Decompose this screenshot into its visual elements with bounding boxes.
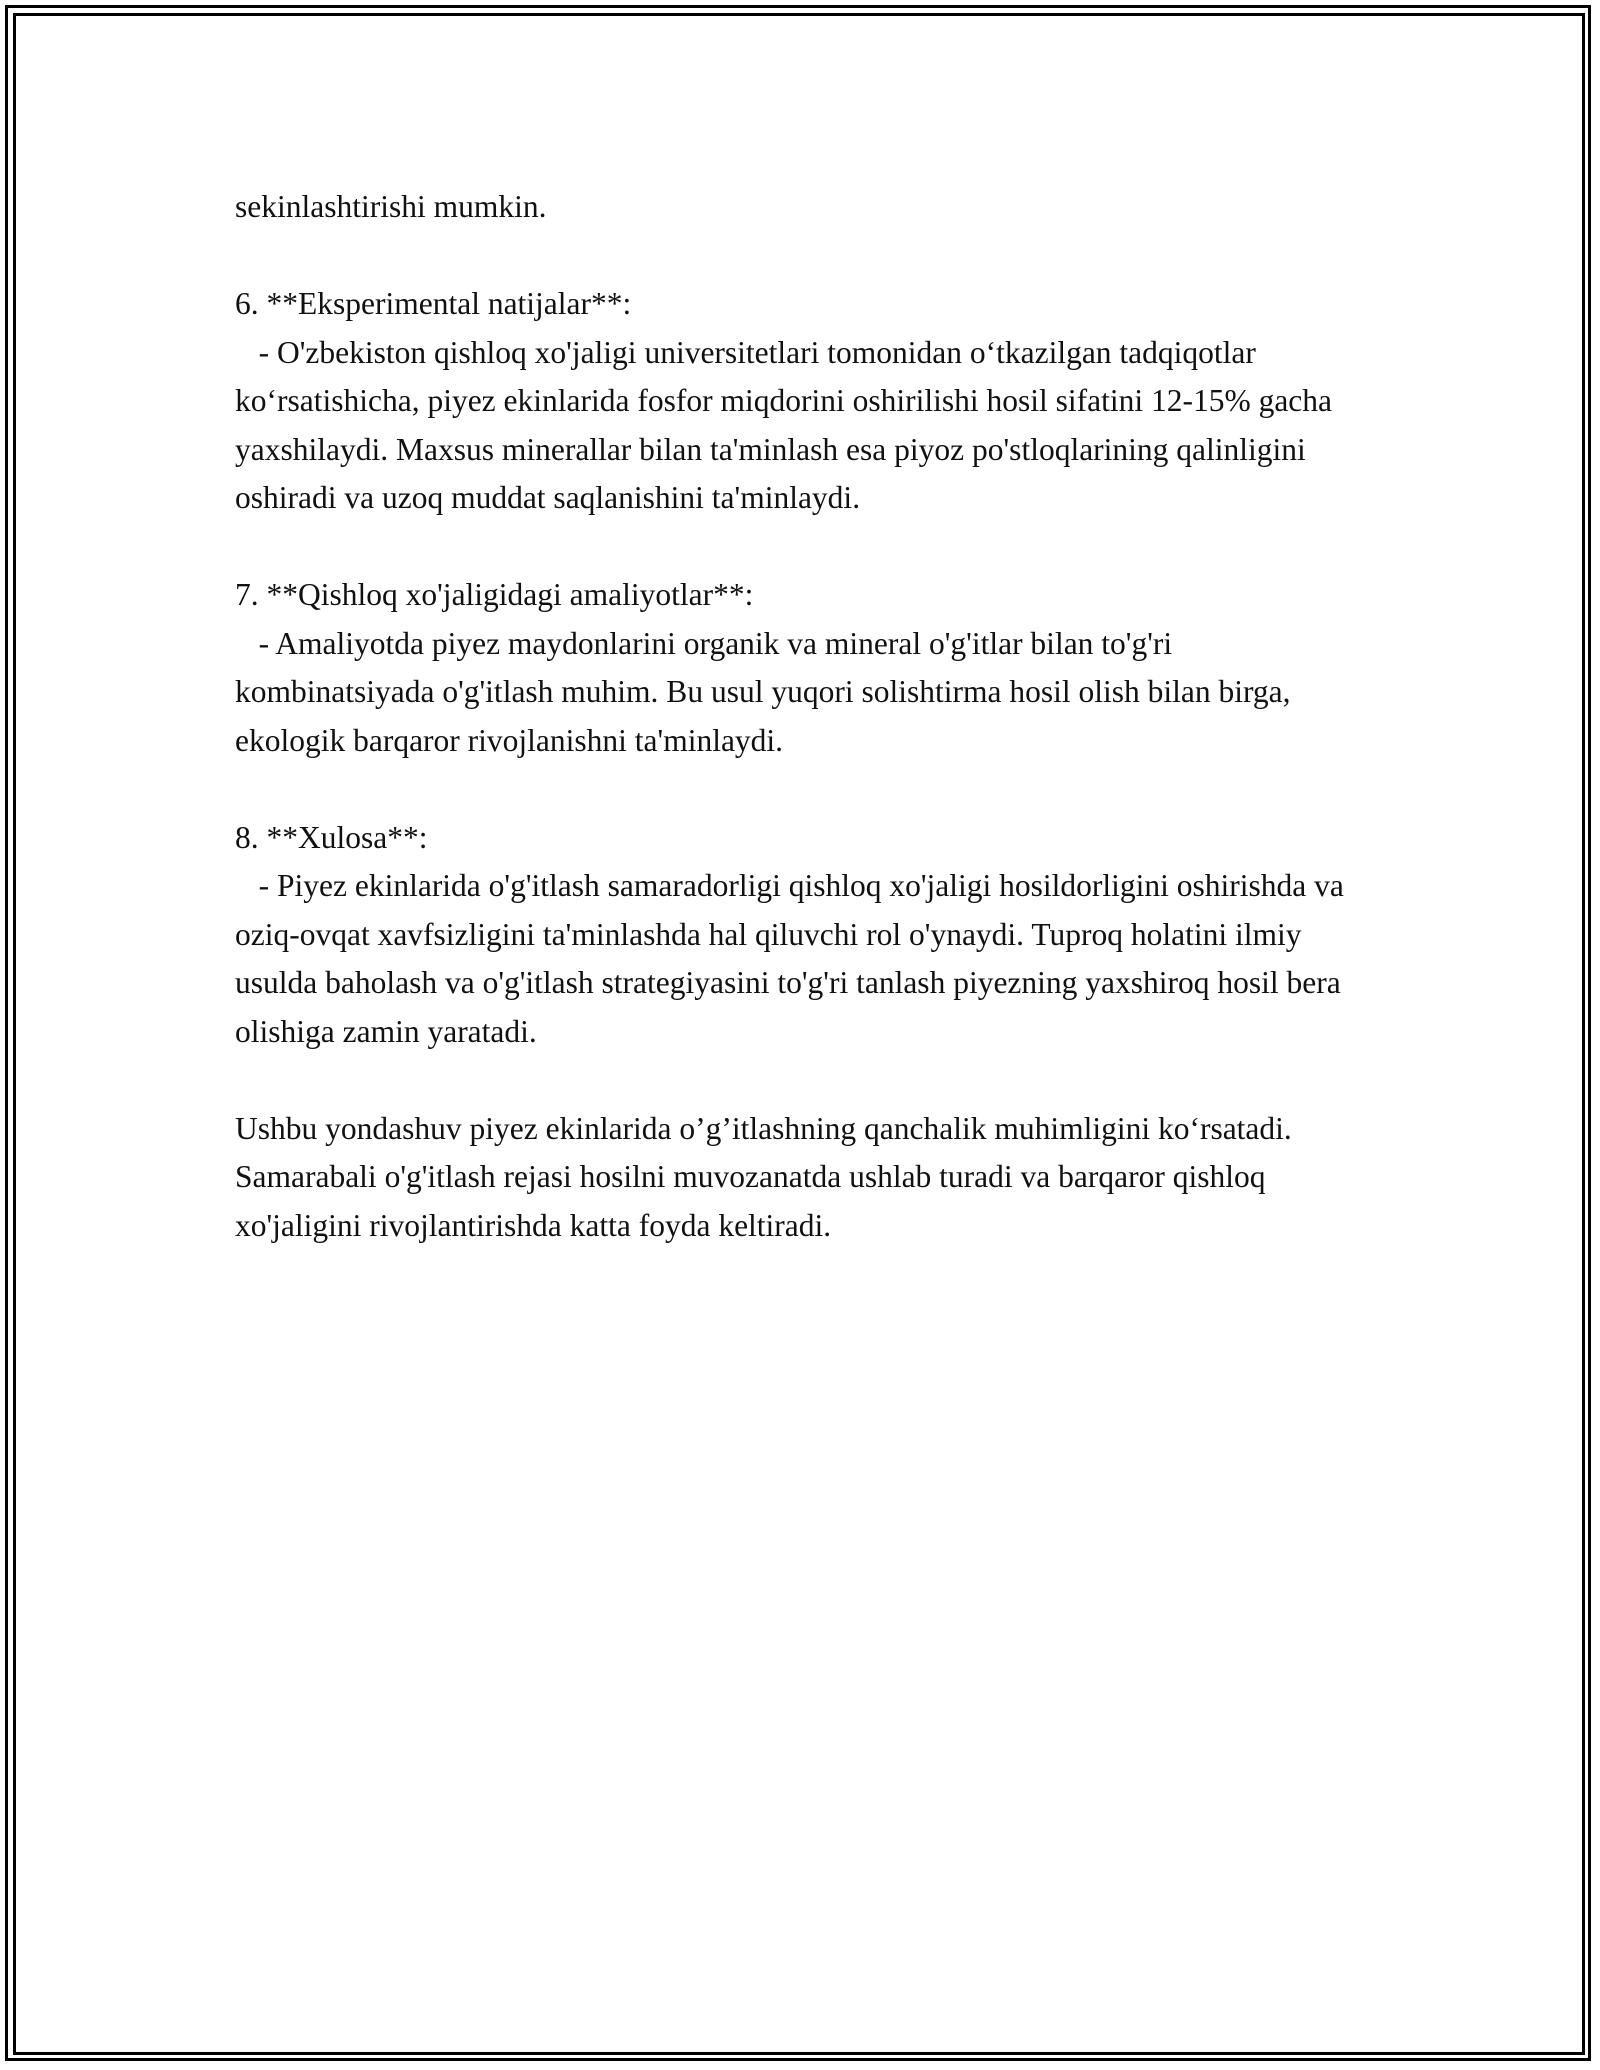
section-body: - O'zbekiston qishloq xo'jaligi universitetlari tomonidan o‘tkazilgan tadqiqotlar ko‘rsatishicha, piyez ekinlarida fosfor miqdorini oshirilishi hosil sifatini 12-15% gacha yaxshilaydi. Maxsus minerallar bilan ta'minlash esa piyoz po'stloqlarining qalinligini oshiradi va uzoq muddat saqlanishini ta'minlaydi.	[235, 334, 1340, 515]
section-conclusion	[235, 814, 1365, 1057]
section-agricultural-practices	[235, 571, 1365, 765]
section-heading: 8. **Xulosa**:	[235, 819, 428, 855]
section-heading: 7. **Qishloq xo'jaligidagi amaliyotlar**:	[235, 577, 754, 612]
continuation-paragraph: sekinlashtirishi mumkin.	[235, 189, 547, 224]
section-heading: 6. **Eksperimental natijalar**:	[235, 286, 632, 321]
section-experimental-results	[235, 280, 1365, 523]
section-body: - Piyez ekinlarida o'g'itlash samaradorligi qishloq xo'jaligi hosildorligini oshirishda va oziq-ovqat xavfsizligini ta'minlashda hal qiluvchi rol o'ynaydi. Tuproq holatini ilmiy usulda baholash va o'g'itlash strategiyasini to'g'ri tanlash piyezning yaxshiroq hosil bera olishiga zamin yaratadi.	[235, 868, 1352, 1049]
document-body	[235, 183, 1365, 1299]
closing-paragraph: Ushbu yondashuv piyez ekinlarida o’g’itlashning qanchalik muhimligini ko‘rsatadi. Samarabali o'g'itlash rejasi hosilni muvozanatda ushlab turadi va barqaror qishloq xo'jaligini rivojlantirishda katta foyda keltiradi.	[235, 1110, 1300, 1243]
section-body: - Amaliyotda piyez maydonlarini organik va mineral o'g'itlar bilan to'g'ri kombinatsiyada o'g'itlash muhim. Bu usul yuqori solishtirma hosil olish bilan birga, ekologik barqaror rivojlanishni ta'minlaydi.	[235, 625, 1299, 758]
